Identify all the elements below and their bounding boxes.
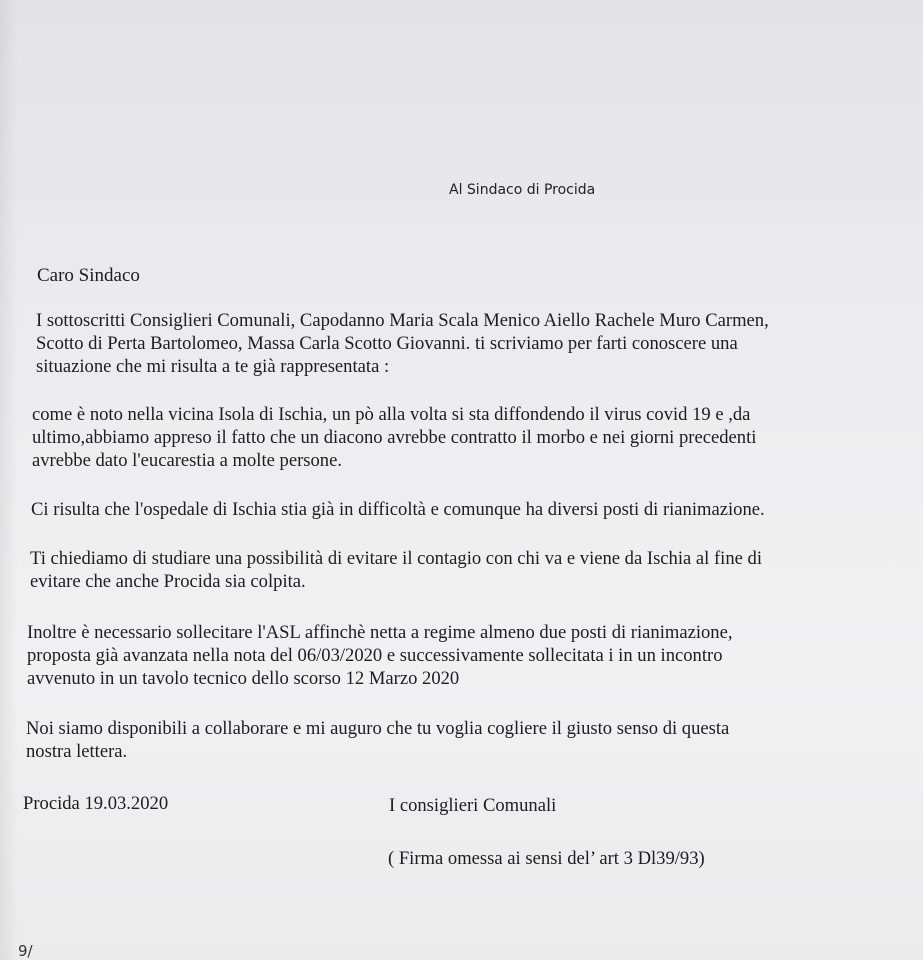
text-line: ultimo,abbiamo appreso il fatto che un diacono avrebbe contratto il morbo e nei giorni precedenti (32, 427, 757, 448)
text-line: proposta già avanzata nella nota del 06/03/2020 e successivamente sollecitata i in un incontro (27, 645, 723, 666)
text-line: Inoltre è necessario sollecitare l'ASL affinchè netta a regime almeno due posti di rianimazione, (27, 622, 733, 643)
page-mark: 9/ (18, 942, 33, 960)
place-date: Procida 19.03.2020 (23, 793, 169, 814)
text-line: Noi siamo disponibili a collaborare e mi auguro che tu voglia cogliere il giusto senso di questa (26, 718, 730, 739)
text-line: situazione che mi risulta a te già rappresentata : (36, 356, 390, 377)
paragraph-situation (32, 403, 756, 472)
page-shadow (0, 0, 18, 960)
recipient-line: Al Sindaco di Procida (449, 182, 596, 198)
paragraph-signatories (36, 309, 769, 378)
paragraph-closing (26, 717, 729, 763)
signers-line: I consiglieri Comunali (389, 795, 557, 816)
text-line: Ti chiediamo di studiare una possibilità di evitare il contagio con chi va e viene da Ischia al fine di (30, 548, 763, 569)
text-line: Scotto di Perta Bartolomeo, Massa Carla Scotto Giovanni. ti scriviamo per farti conoscere una (36, 333, 738, 354)
salutation: Caro Sindaco (37, 265, 140, 286)
text-line: avvenuto in un tavolo tecnico dello scorso 12 Marzo 2020 (27, 668, 460, 689)
text-line: come è noto nella vicina Isola di Ischia, un pò alla volta si sta diffondendo il virus covid 19 e ,da (32, 404, 751, 425)
text-line: nostra lettera. (26, 741, 128, 762)
paragraph-request (30, 547, 762, 593)
text-line: I sottoscritti Consiglieri Comunali, Capodanno Maria Scala Menico Aiello Rachele Muro Carmen, (36, 310, 769, 331)
text-line: Ci risulta che l'ospedale di Ischia stia già in difficoltà e comunque ha diversi posti di rianimazione. (31, 499, 765, 520)
text-line: evitare che anche Procida sia colpita. (30, 571, 306, 592)
text-line: avrebbe dato l'eucarestia a molte persone. (32, 450, 343, 471)
signature-note: ( Firma omessa ai sensi del’ art 3 Dl39/93) (388, 848, 705, 869)
paragraph-asl (27, 621, 733, 690)
paragraph-hospital (31, 498, 765, 521)
